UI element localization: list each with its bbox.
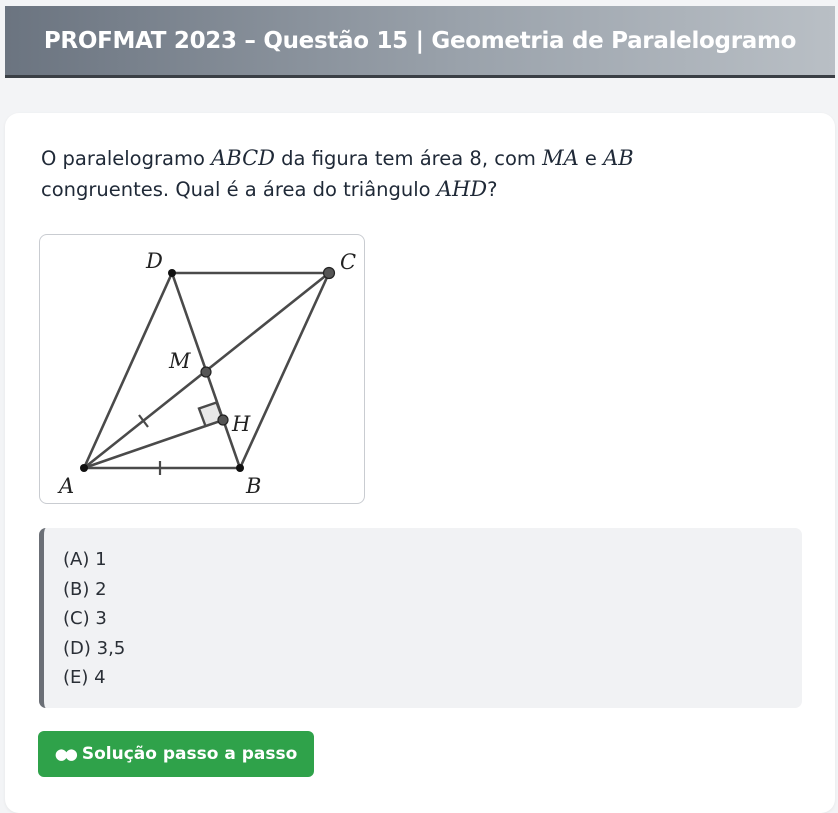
math-abcd: ABCD	[211, 146, 275, 170]
question-card	[5, 113, 835, 813]
option-b[interactable]	[63, 575, 802, 605]
point-b	[236, 464, 244, 472]
answer-options	[39, 528, 802, 708]
option-c[interactable]	[63, 604, 802, 634]
parallelogram-figure	[40, 235, 365, 504]
option-letter: (D)	[63, 637, 91, 659]
option-value: 3,5	[96, 637, 126, 659]
option-d[interactable]	[63, 634, 802, 664]
point-d	[168, 269, 176, 277]
figure-box	[39, 234, 365, 504]
question-text-part: da figura tem área 8, com	[274, 147, 543, 170]
solution-button[interactable]	[38, 731, 314, 777]
option-a[interactable]	[63, 545, 802, 575]
math-ab: AB	[603, 146, 634, 170]
side-bc	[240, 273, 329, 468]
segment-ah	[84, 420, 223, 468]
question-text-part: O paralelogramo	[41, 147, 212, 170]
option-value: 1	[95, 549, 107, 570]
option-letter: (C)	[63, 608, 90, 629]
solution-button-label: Solução passo a passo	[81, 744, 298, 764]
label-c: C	[340, 250, 357, 274]
question-text	[41, 143, 801, 205]
side-da	[84, 273, 172, 468]
math-ma: MA	[542, 146, 579, 170]
eyes-icon: ●●	[54, 745, 75, 763]
option-letter: (B)	[63, 578, 90, 600]
label-b: B	[246, 474, 262, 498]
label-m: M	[169, 349, 191, 373]
label-d: D	[146, 249, 163, 273]
point-c	[324, 268, 335, 279]
option-value: 2	[95, 578, 107, 600]
option-value: 3	[95, 608, 107, 629]
option-value: 4	[94, 667, 106, 688]
math-ahd: AHD	[436, 177, 488, 201]
point-a	[80, 464, 88, 472]
label-a: A	[59, 474, 75, 498]
label-h: H	[232, 412, 251, 436]
point-m	[201, 367, 211, 377]
question-text-part: ?	[487, 178, 498, 201]
page-title: PROFMAT 2023 – Questão 15 | Geometria de Paralelogramo	[43, 27, 797, 54]
option-letter: (A)	[63, 549, 90, 570]
option-letter: (E)	[63, 667, 89, 688]
question-text-part: e	[578, 147, 604, 170]
point-h	[218, 415, 228, 425]
page-header	[5, 6, 835, 78]
question-text-part: congruentes. Qual é a área do triângulo	[41, 178, 437, 201]
option-e[interactable]	[63, 663, 802, 693]
